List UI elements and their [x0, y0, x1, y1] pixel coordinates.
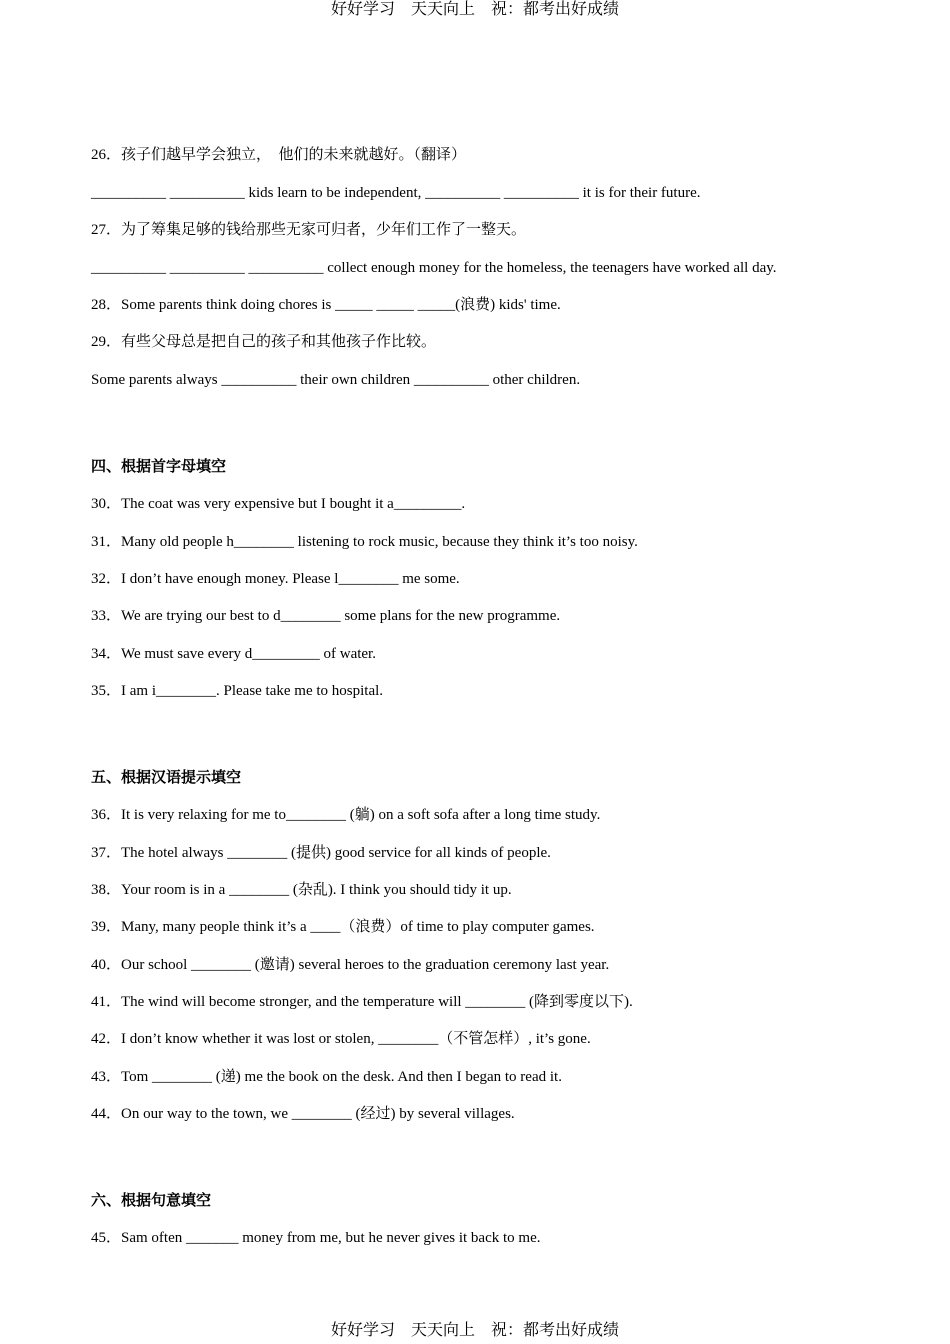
question-37: 37．The hotel always ________ (提供) good service for all kinds of people.: [91, 845, 551, 861]
question-39: 39．Many, many people think it’s a ____（浪费）of time to play computer games.: [91, 919, 595, 935]
question-40: 40．Our school ________ (邀请) several heroes to the graduation ceremony last year.: [91, 957, 610, 973]
question-36: 36．It is very relaxing for me to________ (躺) on a soft sofa after a long time study.: [91, 807, 601, 823]
question-44: 44．On our way to the town, we ________ (经过) by several villages.: [91, 1106, 515, 1122]
question-34: 34．We must save every d_________ of water.: [91, 646, 376, 662]
question-41: 41．The wind will become stronger, and the temperature will ________ (降到零度以下).: [91, 994, 633, 1010]
question-30: 30．The coat was very expensive but I bought it a_________.: [91, 496, 466, 512]
question-43: 43．Tom ________ (递) me the book on the desk. And then I began to read it.: [91, 1069, 562, 1085]
question-27-blanks: __________ __________ __________ collect enough money for the homeless, the teenagers have worked all day.: [91, 260, 777, 276]
question-42: 42．I don’t know whether it was lost or stolen, ________（不管怎样）, it’s gone.: [91, 1031, 591, 1047]
question-33: 33．We are trying our best to d________ some plans for the new programme.: [91, 608, 561, 624]
question-29: 29．有些父母总是把自己的孩子和其他孩子作比较。: [91, 334, 437, 350]
question-38: 38．Your room is in a ________ (杂乱). I think you should tidy it up.: [91, 882, 512, 898]
section-heading-6: 六、根据句意填空: [91, 1191, 212, 1209]
question-27: 27．为了筹集足够的钱给那些无家可归者，少年们工作了一整天。: [91, 222, 527, 238]
question-35: 35．I am i________. Please take me to hospital.: [91, 683, 384, 699]
page-footer: 好好学习 天天向上 祝：都考出好成绩: [330, 1322, 619, 1339]
question-26: 26．孩子们越早学会独立， 他们的未来就越好。（翻译）: [91, 147, 467, 163]
page-header: 好好学习 天天向上 祝：都考出好成绩: [330, 1, 619, 18]
question-45: 45．Sam often _______ money from me, but he never gives it back to me.: [91, 1230, 541, 1246]
question-28: 28．Some parents think doing chores is _____ _____ _____(浪费) kids' time.: [91, 297, 561, 313]
question-31: 31．Many old people h________ listening to rock music, because they think it’s too noisy.: [91, 534, 638, 550]
question-32: 32．I don’t have enough money. Please l________ me some.: [91, 571, 460, 587]
question-26-blanks: __________ __________ kids learn to be independent, __________ __________ it is for their future.: [91, 185, 701, 201]
question-29-blanks: Some parents always __________ their own children __________ other children.: [91, 372, 581, 388]
section-heading-5: 五、根据汉语提示填空: [91, 768, 242, 786]
section-heading-4: 四、根据首字母填空: [91, 457, 227, 475]
